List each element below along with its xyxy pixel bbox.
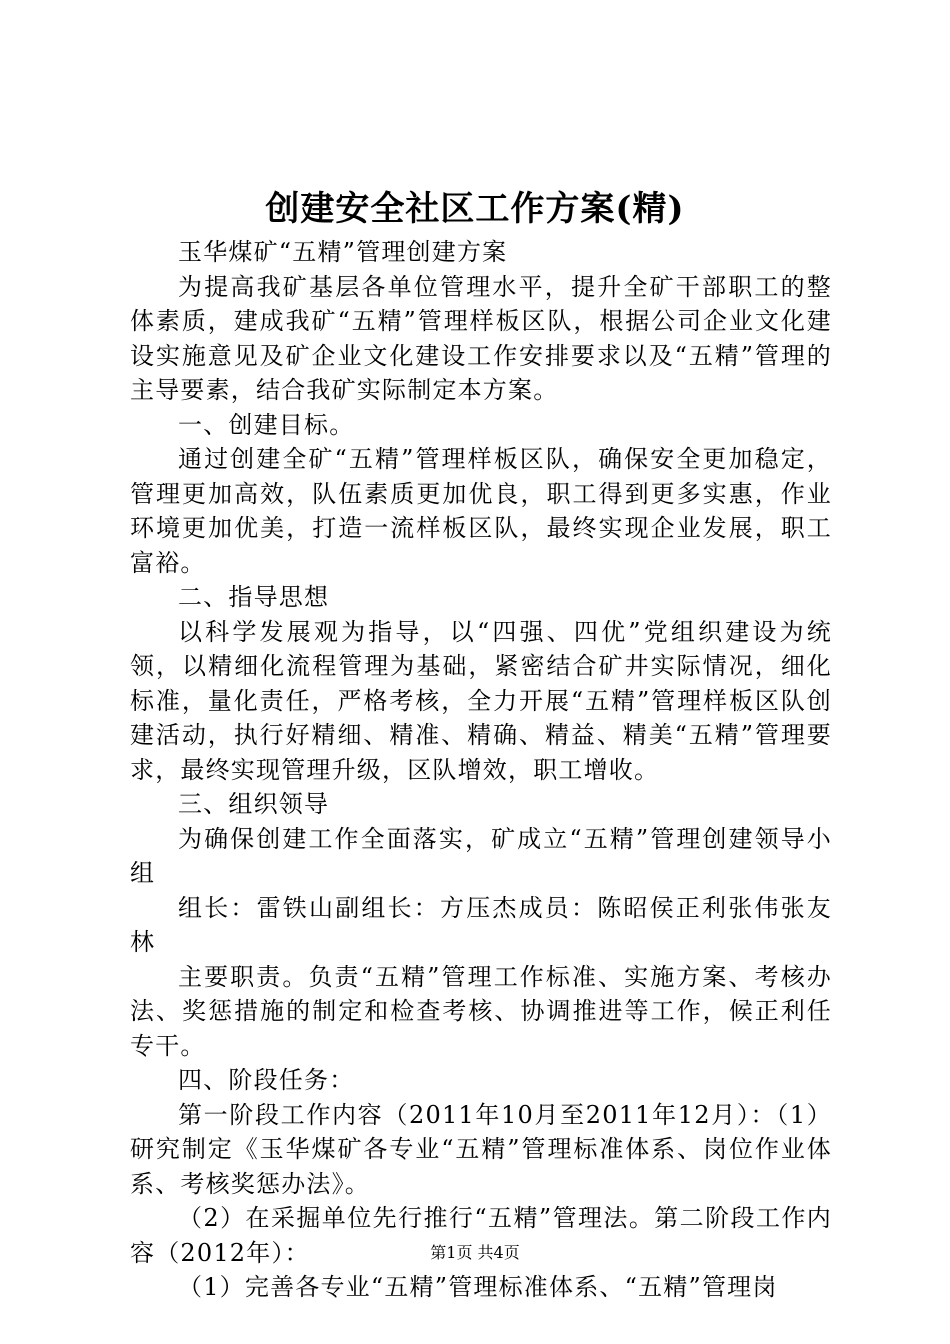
duties-paragraph: 主要职责。负责“五精”管理工作标准、实施方案、考核办法、奖惩措施的制定和检查考核、协调推进等工作，候正利任专干。 (130, 962, 832, 1060)
stage-two-paragraph: （2）在采掘单位先行推行“五精”管理法。第二阶段工作内容（2012年）： (130, 1204, 832, 1267)
document-body (130, 235, 832, 1305)
leadership-paragraph: 为确保创建工作全面落实，矿成立“五精”管理创建领导小组 (130, 824, 832, 887)
stage-two-item-paragraph: （1）完善各专业“五精”管理标准体系、“五精”管理岗 (178, 1273, 778, 1301)
document-title: 创建安全社区工作方案(精) (265, 189, 685, 229)
members-paragraph: 组长：雷铁山副组长：方压杰成员：陈昭侯正利张伟张友林 (130, 893, 832, 956)
section-heading-tasks: 四、阶段任务： (178, 1066, 355, 1094)
subtitle-paragraph: 玉华煤矿“五精”管理创建方案 (178, 238, 508, 266)
section-heading-guidance: 二、指导思想 (178, 583, 330, 611)
guidance-paragraph: 以科学发展观为指导，以“四强、四优”党组织建设为统领，以精细化流程管理为基础，紧密结合矿井实际情况，细化标准，量化责任，严格考核，全力开展“五精”管理样板区队创建活动，执行好精细、精准、精确、精益、精美“五精”管理要求，最终实现管理升级，区队增效，职工增收。 (130, 617, 832, 784)
intro-paragraph: 为提高我矿基层各单位管理水平，提升全矿干部职工的整体素质，建成我矿“五精”管理样板区队，根据公司企业文化建设实施意见及矿企业文化建设工作安排要求以及“五精”管理的主导要素，结合我矿实际制定本方案。 (130, 272, 832, 404)
page-footer: 第1页 共4页 (430, 1243, 520, 1262)
section-heading-goals: 一、创建目标。 (178, 410, 355, 439)
section-heading-leadership: 三、组织领导 (178, 790, 330, 818)
goals-paragraph: 通过创建全矿“五精”管理样板区队，确保安全更加稳定，管理更加高效，队伍素质更加优良，职工得到更多实惠，作业环境更加优美，打造一流样板区队，最终实现企业发展，职工富裕。 (130, 445, 832, 577)
stage-one-paragraph: 第一阶段工作内容（2011年10月至2011年12月）：（1）研究制定《玉华煤矿各专业“五精”管理标准体系、岗位作业体系、考核奖惩办法》。 (130, 1100, 832, 1198)
